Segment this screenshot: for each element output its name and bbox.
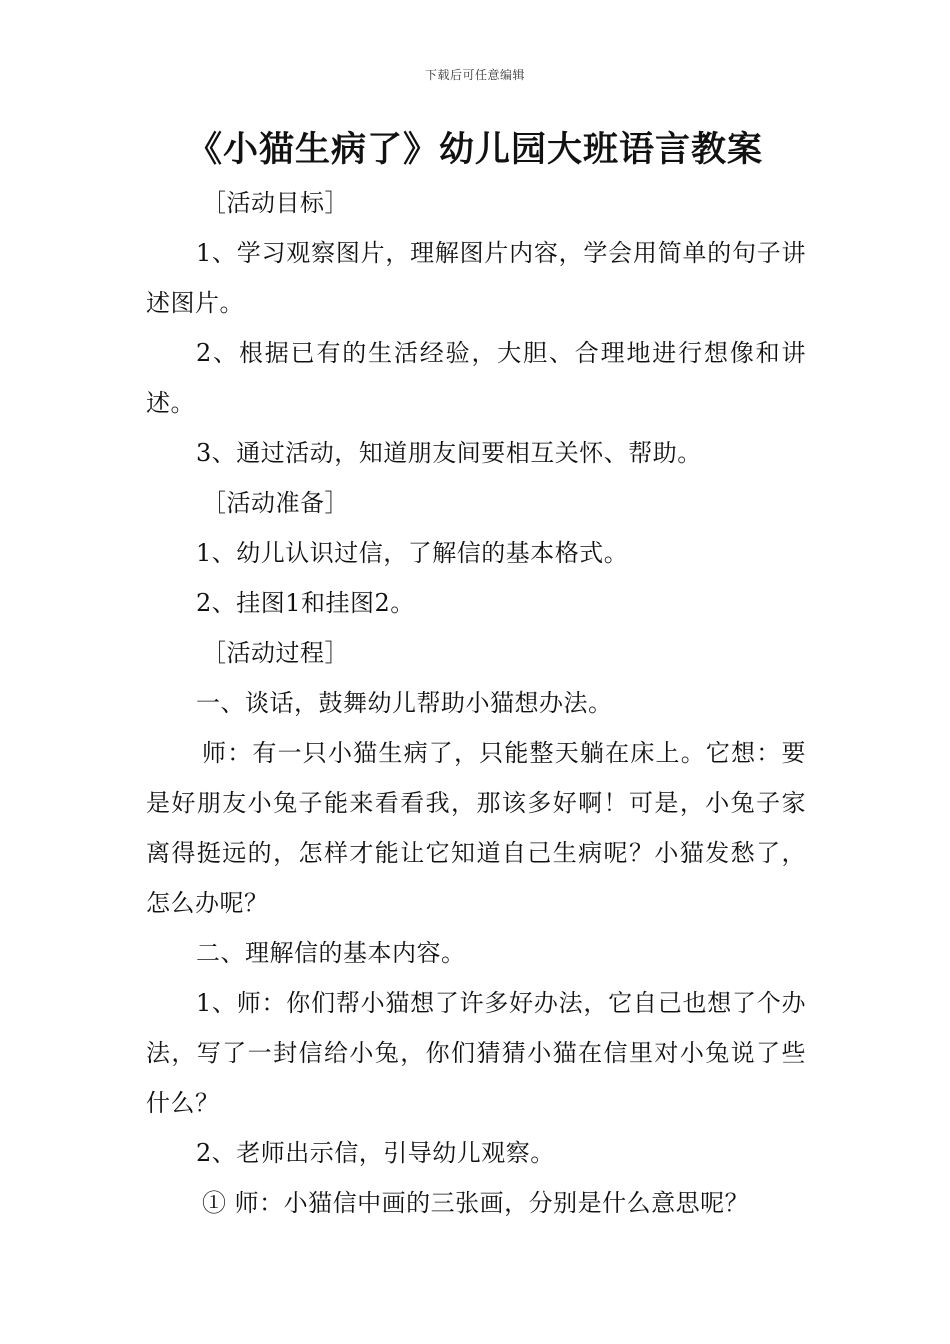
section-heading-process: ［活动过程］ <box>202 639 349 667</box>
dialog-paragraph: ① 师：小猫信中画的三张画，分别是什么意思呢？ <box>202 1189 750 1217</box>
dialog-paragraph: 师：有一只小猫生病了，只能整天躺在床上。它想：要是好朋友小兔子能来看看我，那该多好啊！可是，小兔子家离得挺远的，怎样才能让它知道自己生病呢？小猫发愁了，怎么办呢？ <box>146 739 806 917</box>
header-note: 下载后可任意编辑 <box>424 68 525 82</box>
paragraph: 1、师：你们帮小猫想了许多好办法，它自己也想了个办法，写了一封信给小兔，你们猜猜小猫在信里对小兔说了些什么？ <box>146 989 806 1117</box>
document-title: 《小猫生病了》幼儿园大班语言教案 <box>186 130 763 170</box>
document-body <box>146 178 806 1228</box>
paragraph: 一、谈话，鼓舞幼儿帮助小猫想办法。 <box>196 689 613 717</box>
section-heading-goals: ［活动目标］ <box>202 189 349 217</box>
paragraph: 1、学习观察图片，理解图片内容，学会用简单的句子讲述图片。 <box>146 239 806 317</box>
paragraph: 2、根据已有的生活经验，大胆、合理地进行想像和讲述。 <box>146 339 806 417</box>
paragraph: 1、幼儿认识过信，了解信的基本格式。 <box>196 539 629 567</box>
paragraph: 2、老师出示信，引导幼儿观察。 <box>196 1139 555 1167</box>
paragraph: 3、通过活动，知道朋友间要相互关怀、帮助。 <box>196 439 702 467</box>
paragraph: 二、理解信的基本内容。 <box>196 939 466 967</box>
section-heading-preparation: ［活动准备］ <box>202 489 349 517</box>
paragraph: 2、挂图1和挂图2。 <box>196 589 415 617</box>
